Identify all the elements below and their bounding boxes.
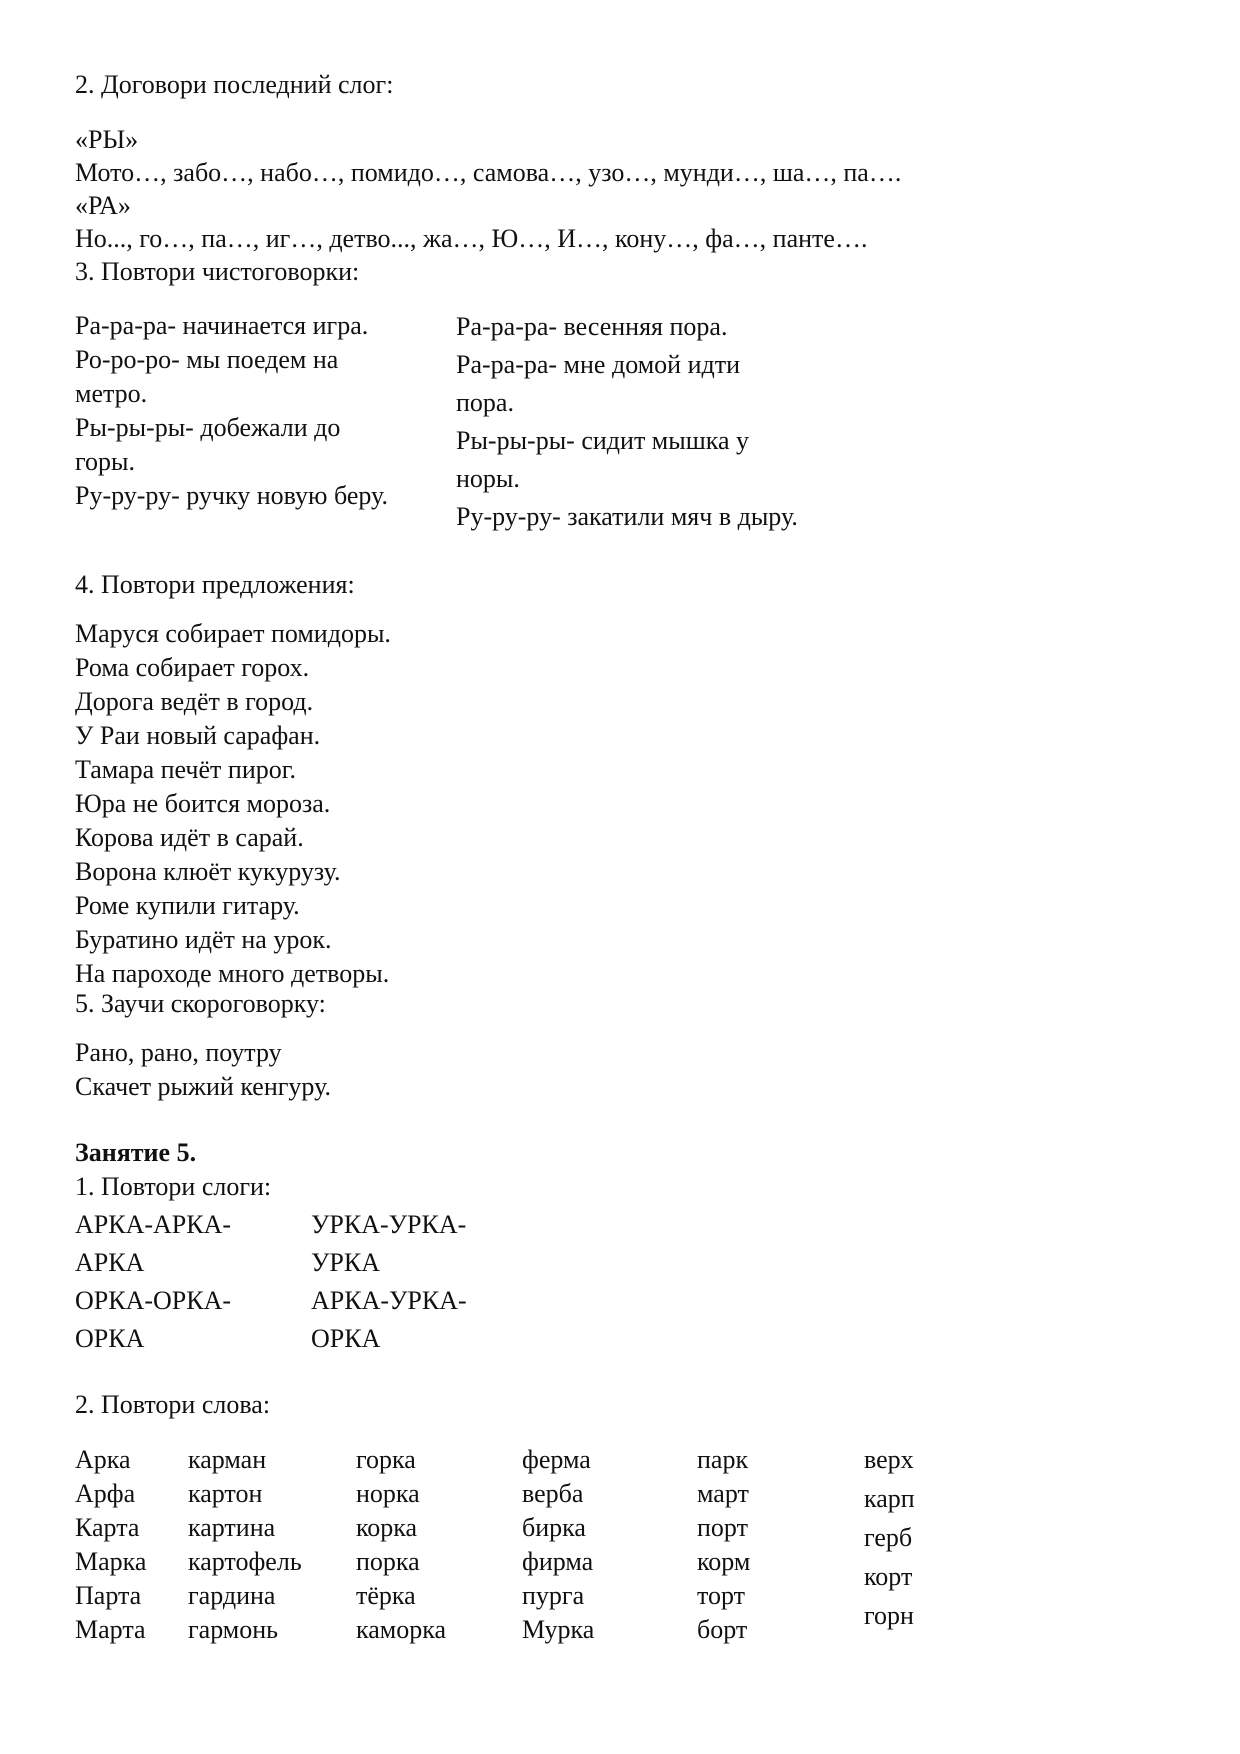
word-cell: март — [697, 1479, 749, 1508]
word-column — [864, 1443, 915, 1638]
word-cell: картофель — [188, 1547, 302, 1576]
list-item: Тамара печёт пирог. — [75, 755, 296, 784]
word-cell: картина — [188, 1513, 276, 1542]
list-item: Ро-ро-ро- мы поедем на — [75, 345, 339, 374]
word-cell: пурга — [522, 1581, 585, 1610]
word-cell: корт — [864, 1562, 913, 1591]
list-item: ОРКА — [311, 1324, 381, 1353]
word-cell: картон — [188, 1479, 263, 1508]
list-item: Ра-ра-ра- начинается игра. — [75, 311, 369, 340]
list-item: Скачет рыжий кенгуру. — [75, 1072, 331, 1101]
list-item: Ру-ру-ру- ручку новую беру. — [75, 481, 388, 510]
list-item: На пароходе много детворы. — [75, 959, 390, 988]
word-column — [75, 1443, 146, 1647]
word-cell: Карта — [75, 1513, 140, 1542]
list-item: УРКА-УРКА- — [311, 1210, 467, 1239]
word-column — [356, 1443, 446, 1647]
word-cell: норка — [356, 1479, 420, 1508]
list-item: норы. — [456, 464, 520, 493]
list-item: горы. — [75, 447, 135, 476]
words-heading: 2. Повтори слова: — [75, 1390, 271, 1419]
list-item: Роме купили гитару. — [75, 891, 300, 920]
list-item: пора. — [456, 388, 514, 417]
list-item: Ра-ра-ра- весенняя пора. — [456, 312, 728, 341]
tongue-twister — [75, 1036, 331, 1104]
word-cell: фирма — [522, 1547, 594, 1576]
ry-line: Мото…, забо…, набо…, помидо…, самова…, узо…, мунди…, ша…, па…. — [75, 158, 902, 187]
list-item: Маруся собирает помидоры. — [75, 619, 391, 648]
list-item: У Раи новый сарафан. — [75, 721, 321, 750]
list-item: ОРКА — [75, 1324, 145, 1353]
list-item: УРКА — [311, 1248, 380, 1277]
syllables-right — [311, 1208, 467, 1360]
list-item: метро. — [75, 379, 148, 408]
word-cell: гармонь — [188, 1615, 279, 1644]
list-item: Ворона клюёт кукурузу. — [75, 857, 341, 886]
task5-heading: 5. Заучи скороговорку: — [75, 989, 326, 1018]
word-cell: гардина — [188, 1581, 276, 1610]
tongue-twisters-left — [75, 309, 388, 513]
word-table — [0, 1443, 1240, 1643]
word-cell: Арфа — [75, 1479, 136, 1508]
list-item: Корова идёт в сарай. — [75, 823, 304, 852]
word-cell: порка — [356, 1547, 420, 1576]
list-item: Рано, рано, поутру — [75, 1038, 282, 1067]
word-cell: Марта — [75, 1615, 146, 1644]
list-item: Ра-ра-ра- мне домой идти — [456, 350, 740, 379]
word-cell: корм — [697, 1547, 751, 1576]
list-item: АРКА-УРКА- — [311, 1286, 467, 1315]
word-cell: верба — [522, 1479, 584, 1508]
ra-line: Но..., го…, па…, иг…, детво..., жа…, Ю…, И…, кону…, фа…, панте…. — [75, 224, 868, 253]
task4-heading: 4. Повтори предложения: — [75, 570, 355, 599]
word-cell: Парта — [75, 1581, 142, 1610]
list-item: Юра не боится мороза. — [75, 789, 331, 818]
word-cell: порт — [697, 1513, 748, 1542]
word-cell: горка — [356, 1445, 416, 1474]
word-cell: торт — [697, 1581, 746, 1610]
list-item: АРКА-АРКА- — [75, 1210, 232, 1239]
word-cell: ферма — [522, 1445, 591, 1474]
word-cell: Мурка — [522, 1615, 595, 1644]
syllables-heading: 1. Повтори слоги: — [75, 1172, 272, 1201]
word-cell: карп — [864, 1484, 915, 1513]
word-cell: борт — [697, 1615, 748, 1644]
list-item: Буратино идёт на урок. — [75, 925, 332, 954]
word-cell: герб — [864, 1523, 913, 1552]
tongue-twisters-right — [456, 310, 798, 538]
task2-heading: 2. Договори последний слог: — [75, 70, 394, 99]
word-cell: Арка — [75, 1445, 131, 1474]
list-item: АРКА — [75, 1248, 145, 1277]
word-cell: корка — [356, 1513, 418, 1542]
word-cell: Марка — [75, 1547, 147, 1576]
word-cell: тёрка — [356, 1581, 416, 1610]
list-item: Ру-ру-ру- закатили мяч в дыру. — [456, 502, 798, 531]
word-column — [522, 1443, 594, 1647]
task3-heading: 3. Повтори чистоговорки: — [75, 257, 360, 286]
word-column — [697, 1443, 750, 1647]
lesson5-title: Занятие 5. — [75, 1138, 197, 1167]
list-item: Ры-ры-ры- сидит мышка у — [456, 426, 750, 455]
sentence-list — [75, 617, 391, 991]
ry-label: «РЫ» — [75, 125, 139, 154]
ra-label: «РА» — [75, 191, 131, 220]
list-item: ОРКА-ОРКА- — [75, 1286, 232, 1315]
list-item: Ры-ры-ры- добежали до — [75, 413, 341, 442]
list-item: Дорога ведёт в город. — [75, 687, 314, 716]
syllables-left — [75, 1208, 231, 1360]
word-cell: бирка — [522, 1513, 586, 1542]
word-column — [188, 1443, 302, 1647]
word-cell: карман — [188, 1445, 267, 1474]
word-cell: каморка — [356, 1615, 447, 1644]
word-cell: горн — [864, 1601, 914, 1630]
list-item: Рома собирает горох. — [75, 653, 310, 682]
word-cell: парк — [697, 1445, 749, 1474]
word-cell: верх — [864, 1445, 914, 1474]
